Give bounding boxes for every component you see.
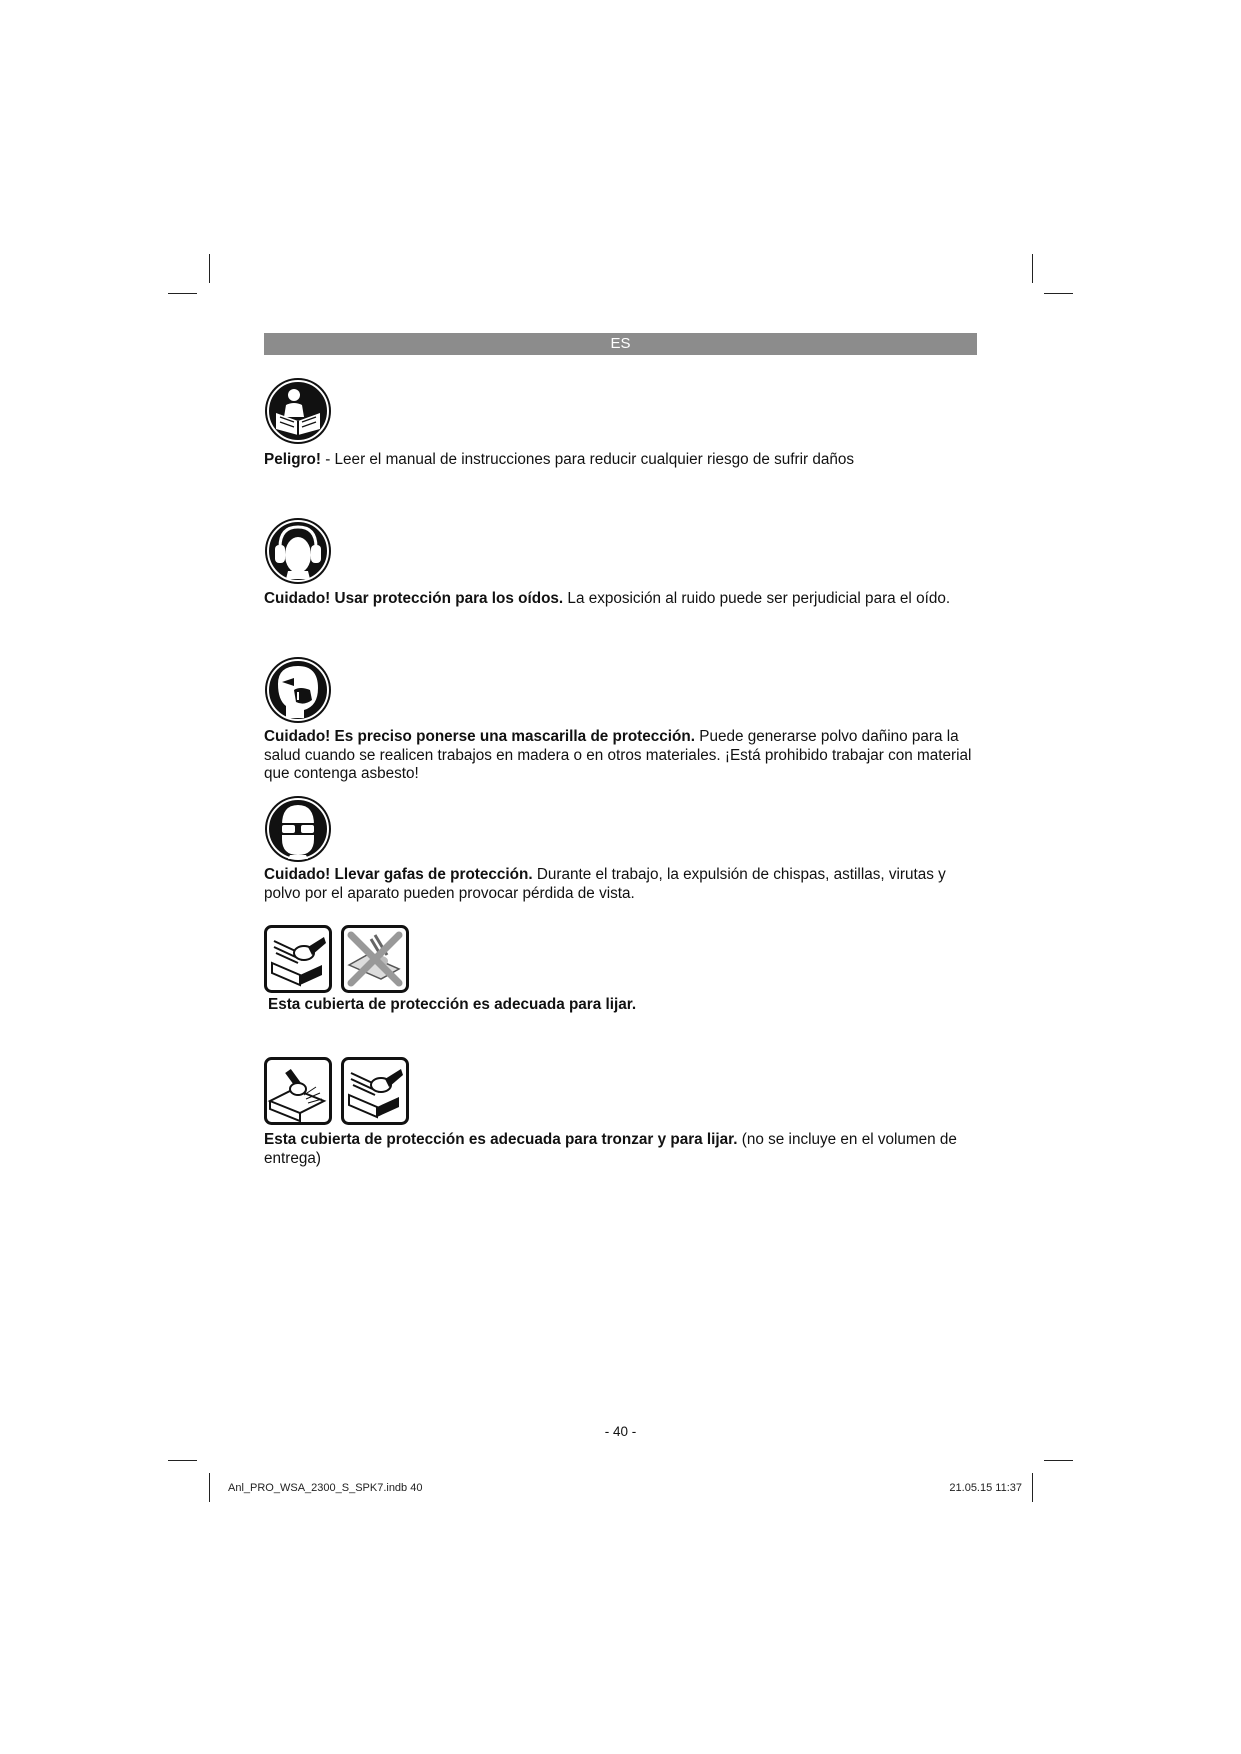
warning-heading: Cuidado! Es preciso ponerse una mascarilla de protección. xyxy=(264,728,695,745)
dust-mask-icon xyxy=(264,656,332,724)
crop-mark xyxy=(1044,1460,1073,1461)
read-manual-icon xyxy=(264,377,332,445)
note-grinding-only xyxy=(268,996,983,1015)
crop-mark xyxy=(168,1460,197,1461)
footer-file-name: Anl_PRO_WSA_2300_S_SPK7.indb 40 xyxy=(228,1482,423,1494)
grinding-allowed-icon xyxy=(264,925,332,993)
warning-text: Durante el trabajo, la expulsión de chispas, astillas, virutas y polvo por el aparato pueden provocar pérdida de vista. xyxy=(264,866,946,902)
grinding-allowed-icon xyxy=(341,1057,409,1125)
warning-heading: Cuidado! Usar protección para los oídos. xyxy=(264,590,564,607)
crop-mark xyxy=(209,1473,210,1502)
warning-safety-goggles xyxy=(264,866,979,903)
crop-mark xyxy=(1044,293,1073,294)
cutting-allowed-icon xyxy=(264,1057,332,1125)
warning-text: - Leer el manual de instrucciones para reducir cualquier riesgo de sufrir daños xyxy=(320,451,855,468)
footer-timestamp: 21.05.15 11:37 xyxy=(949,1482,1022,1494)
page-number: - 40 - xyxy=(604,1424,637,1439)
note-cutting-and-grinding xyxy=(264,1131,979,1168)
crop-mark xyxy=(209,254,210,283)
language-header-bar: ES xyxy=(264,333,977,355)
note-text: (no se incluye en el volumen de entrega) xyxy=(264,1131,957,1167)
warning-text: Puede generarse polvo dañino para la salud cuando se realicen trabajos en madera o en otros materiales. ¡Está prohibido trabajar con material que contenga asbesto! xyxy=(264,728,972,782)
warning-dust-mask xyxy=(264,728,979,784)
ear-protection-icon xyxy=(264,517,332,585)
crop-mark xyxy=(168,293,197,294)
cutting-not-allowed-icon xyxy=(341,925,409,993)
safety-goggles-icon xyxy=(264,795,332,863)
crop-mark xyxy=(1032,254,1033,283)
crop-mark xyxy=(1032,1473,1033,1502)
note-heading: Esta cubierta de protección es adecuada para lijar. xyxy=(268,996,637,1013)
warning-heading: Peligro! xyxy=(264,451,321,468)
warning-read-manual xyxy=(264,451,979,470)
warning-heading: Cuidado! Llevar gafas de protección. xyxy=(264,866,533,883)
note-heading: Esta cubierta de protección es adecuada para tronzar y para lijar. xyxy=(264,1131,738,1148)
warning-ear-protection xyxy=(264,590,979,609)
warning-text: La exposición al ruido puede ser perjudicial para el oído. xyxy=(563,590,951,607)
